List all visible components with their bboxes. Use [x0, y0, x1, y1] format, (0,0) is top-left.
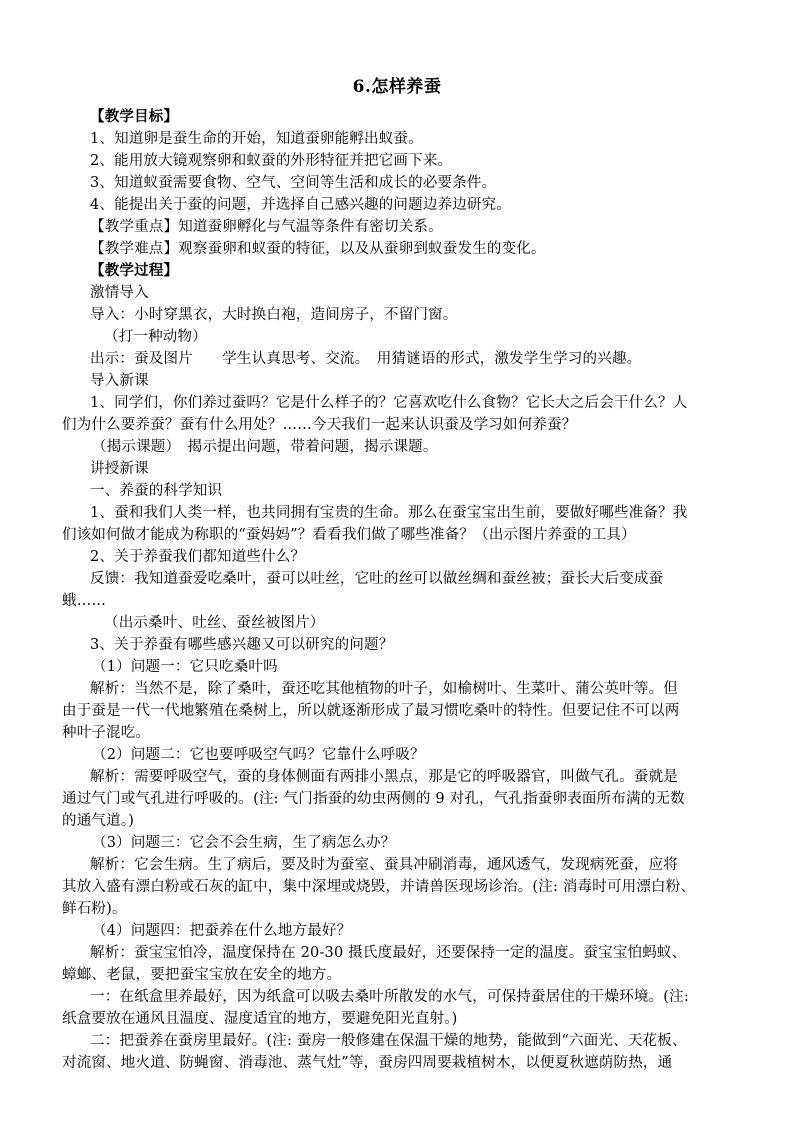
text-line: 解析：它会生病。生了病后，要及时为蚕室、蚕具冲刷消毒，通风透气，发现病死蚕，应将 — [90, 857, 678, 873]
text-line: 们为什么要养蚕？蚕有什么用处？……今天我们一起来认识蚕及学习如何养蚕？ — [62, 417, 577, 433]
question-heading: （4）问题四：把蚕养在什么地方最好？ — [92, 923, 352, 939]
text-line: 解析：蚕宝宝怕冷，温度保持在 20-30 摄氏度最好，还要保持一定的温度。蚕宝宝怕蚂蚁、 — [90, 945, 687, 961]
page-title: 6.怎样养蚕 — [352, 77, 442, 97]
text-line: 2、关于养蚕我们都知道些什么？ — [90, 549, 306, 565]
text-line: 3、关于养蚕有哪些感兴趣又可以研究的问题？ — [90, 637, 394, 653]
text-line: 通过气门或气孔进行呼吸的。(注: 气门指蚕的幼虫两侧的 9 对孔，气孔指蚕卵表面所布满的无数 — [62, 791, 685, 807]
section-heading-objectives: 【教学目标】 — [90, 108, 179, 125]
question-heading: （2）问题二：它也要呼吸空气吗？它靠什么呼吸？ — [92, 747, 425, 763]
text-line: 1、知道卵是蚕生命的开始，知道蚕卵能孵出蚁蚕。 — [90, 131, 423, 147]
text-line: 3、知道蚁蚕需要食物、空气、空间等生活和成长的必要条件。 — [90, 175, 497, 191]
text-line: 纸盒要放在通风且温度、湿度适宜的地方，要避免阳光直射。) — [62, 1011, 458, 1027]
text-line: 解析：需要呼吸空气，蚕的身体侧面有两排小黑点，那是它的呼吸器官，叫做气孔。蚕就是 — [90, 769, 678, 785]
subheading: 激情导入 — [90, 285, 149, 301]
text-line: 出示：蚕及图片 学生认真思考、交流。 用猜谜语的形式，激发学生学习的兴趣。 — [90, 351, 642, 367]
text-line: 蟑螂、老鼠，要把蚕宝宝放在安全的地方。 — [62, 967, 342, 983]
text-line: （揭示课题） 揭示提出问题，带着问题，揭示课题。 — [92, 439, 438, 455]
text-line: 由于蚕是一代一代地繁殖在桑树上，所以就逐渐形成了最习惯吃桑叶的特性。但要记住不可以两 — [62, 703, 680, 719]
text-line: 导入：小时穿黑衣，大时换白袍，造间房子，不留门窗。 — [90, 307, 458, 323]
text-line: 解析：当然不是，除了桑叶，蚕还吃其他植物的叶子，如榆树叶、生菜叶、蒲公英叶等。但 — [90, 681, 678, 697]
key-point-line: 【教学重点】知道蚕卵孵化与气温等条件有密切关系。 — [90, 219, 443, 235]
text-line: 一、养蚕的科学知识 — [90, 483, 223, 499]
question-heading: （3）问题三：它会不会生病，生了病怎么办？ — [92, 835, 396, 851]
text-line: （出示桑叶、吐丝、蚕丝被图片） — [104, 615, 325, 631]
text-line: 2、能用放大镜观察卵和蚁蚕的外形特征并把它画下来。 — [90, 153, 453, 169]
text-line: 鲜石粉)。 — [62, 901, 127, 917]
text-line: 4、能提出关于蚕的问题，并选择自己感兴趣的问题边养边研究。 — [90, 197, 512, 213]
difficulty-line: 【教学难点】观察蚕卵和蚁蚕的特征，以及从蚕卵到蚁蚕发生的变化。 — [90, 241, 546, 257]
text-line: 一：在纸盒里养最好，因为纸盒可以吸去桑叶所散发的水气，可保持蚕居住的干燥环境。(注: — [90, 989, 689, 1005]
text-line: 1、同学们，你们养过蚕吗？它是什么样子的？它喜欢吃什么食物？它长大之后会干什么？人 — [90, 395, 688, 411]
text-line: 的通气道。) — [62, 813, 135, 829]
text-line: 种叶子混吃。 — [62, 725, 151, 741]
subheading: 导入新课 — [90, 373, 149, 389]
text-line: 反馈：我知道蚕爱吃桑叶，蚕可以吐丝，它吐的丝可以做丝绸和蚕丝被；蚕长大后变成蚕 — [90, 571, 664, 587]
text-line: 们该如何做才能成为称职的“蚕妈妈”？看看我们做了哪些准备？（出示图片养蚕的工具） — [62, 527, 636, 543]
text-line: 对流窗、地火道、防蝇窗、消毒池、蒸气灶”等，蚕房四周要栽植树木，以便夏秋遮荫防热，通 — [62, 1055, 673, 1071]
text-line: （打一种动物） — [104, 329, 207, 345]
text-line: 二：把蚕养在蚕房里最好。(注: 蚕房一般修建在保温干燥的地势，能做到“六面光、天花板、 — [90, 1033, 687, 1049]
question-heading: （1）问题一：它只吃桑叶吗 — [92, 659, 278, 675]
section-heading-process: 【教学过程】 — [90, 262, 179, 279]
text-line: 1、蚕和我们人类一样，也共同拥有宝贵的生命。那么在蚕宝宝出生前，要做好哪些准备？我 — [90, 505, 688, 521]
subheading: 讲授新课 — [90, 461, 149, 477]
text-line: 蛾…… — [62, 593, 107, 609]
text-line: 其放入盛有漂白粉或石灰的缸中，集中深埋或烧毁，并请兽医现场诊治。(注: 消毒时可用漂白粉、 — [62, 879, 696, 895]
